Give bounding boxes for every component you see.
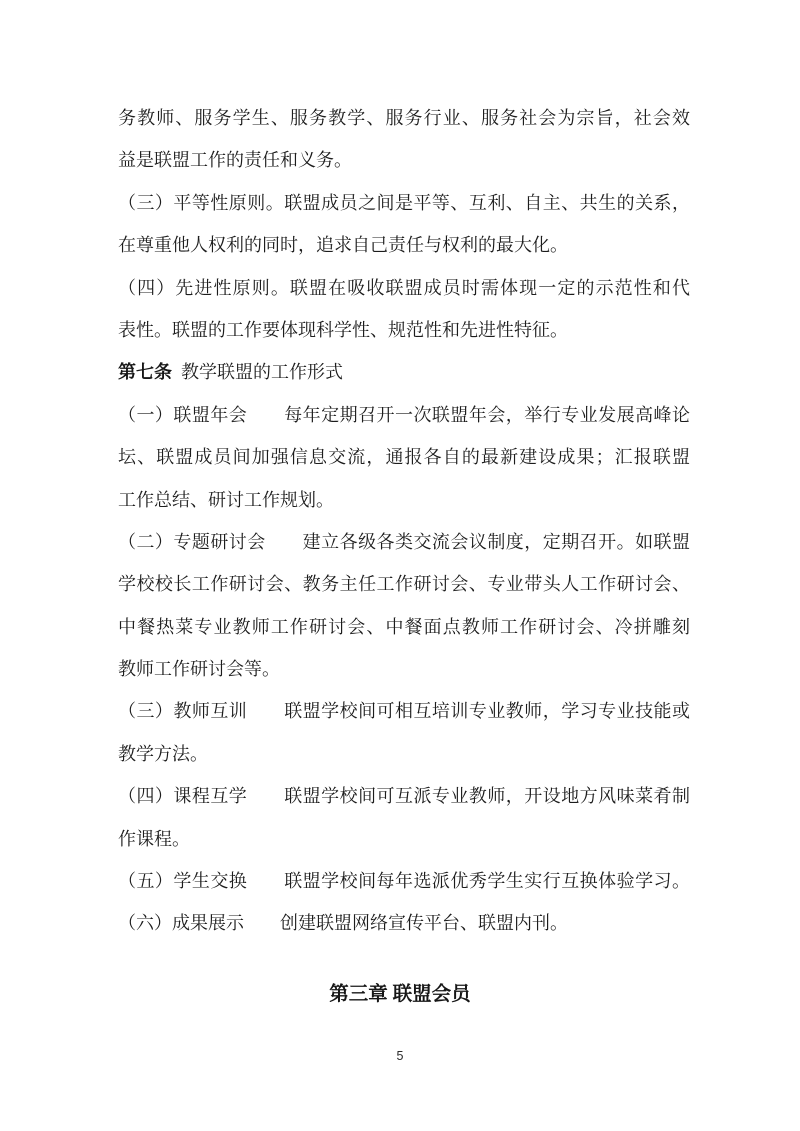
text-line: （二）专题研讨会 建立各级各类交流会议制度，定期召开。如联盟 <box>118 531 690 552</box>
text-line: 坛、联盟成员间加强信息交流，通报各自的最新建设成果；汇报联盟 <box>118 447 690 468</box>
text-line: 务教师、服务学生、服务教学、服务行业、服务社会为宗旨，社会效 <box>118 108 690 128</box>
text-line: 学校校长工作研讨会、教务主任工作研讨会、专业带头人工作研讨会、 <box>118 574 690 595</box>
text-line: （五）学生交换 联盟学校间每年选派优秀学生实行互换体验学习。 <box>118 871 690 892</box>
article-number: 第七条 <box>118 362 172 383</box>
article-heading <box>118 351 690 393</box>
text-line: （四）课程互学 联盟学校间可互派专业教师，开设地方风味菜肴制 <box>118 786 690 807</box>
text-line: 工作总结、研讨工作规划。 <box>118 489 334 510</box>
text-line: 在尊重他人权利的同时，追求自己责任与权利的最大化。 <box>118 235 568 256</box>
text-line: （四）先进性原则。联盟在吸收联盟成员时需体现一定的示范性和代 <box>118 277 690 298</box>
article-title: 教学联盟的工作形式 <box>181 362 343 383</box>
text-line: 教学方法。 <box>118 743 208 764</box>
text-line: （三）教师互训 联盟学校间可相互培训专业教师，学习专业技能或 <box>118 701 690 722</box>
text-line: （一）联盟年会 每年定期召开一次联盟年会，举行专业发展高峰论 <box>118 404 690 425</box>
chapter-heading: 第三章 联盟会员 <box>329 984 471 1005</box>
text-line: 中餐热菜专业教师工作研讨会、中餐面点教师工作研讨会、冷拼雕刻 <box>118 616 690 637</box>
page-number: 5 <box>396 1049 404 1063</box>
text-line: 教师工作研讨会等。 <box>118 659 280 680</box>
text-line: （六）成果展示 创建联盟网络宣传平台、联盟内刊。 <box>118 913 568 934</box>
text-line: 作课程。 <box>118 828 190 849</box>
document-body <box>118 97 690 945</box>
text-line: （三）平等性原则。联盟成员之间是平等、互利、自主、共生的关系， <box>118 192 690 213</box>
text-line: 益是联盟工作的责任和义务。 <box>118 150 352 171</box>
text-line: 表性。联盟的工作要体现科学性、规范性和先进性特征。 <box>118 319 568 340</box>
